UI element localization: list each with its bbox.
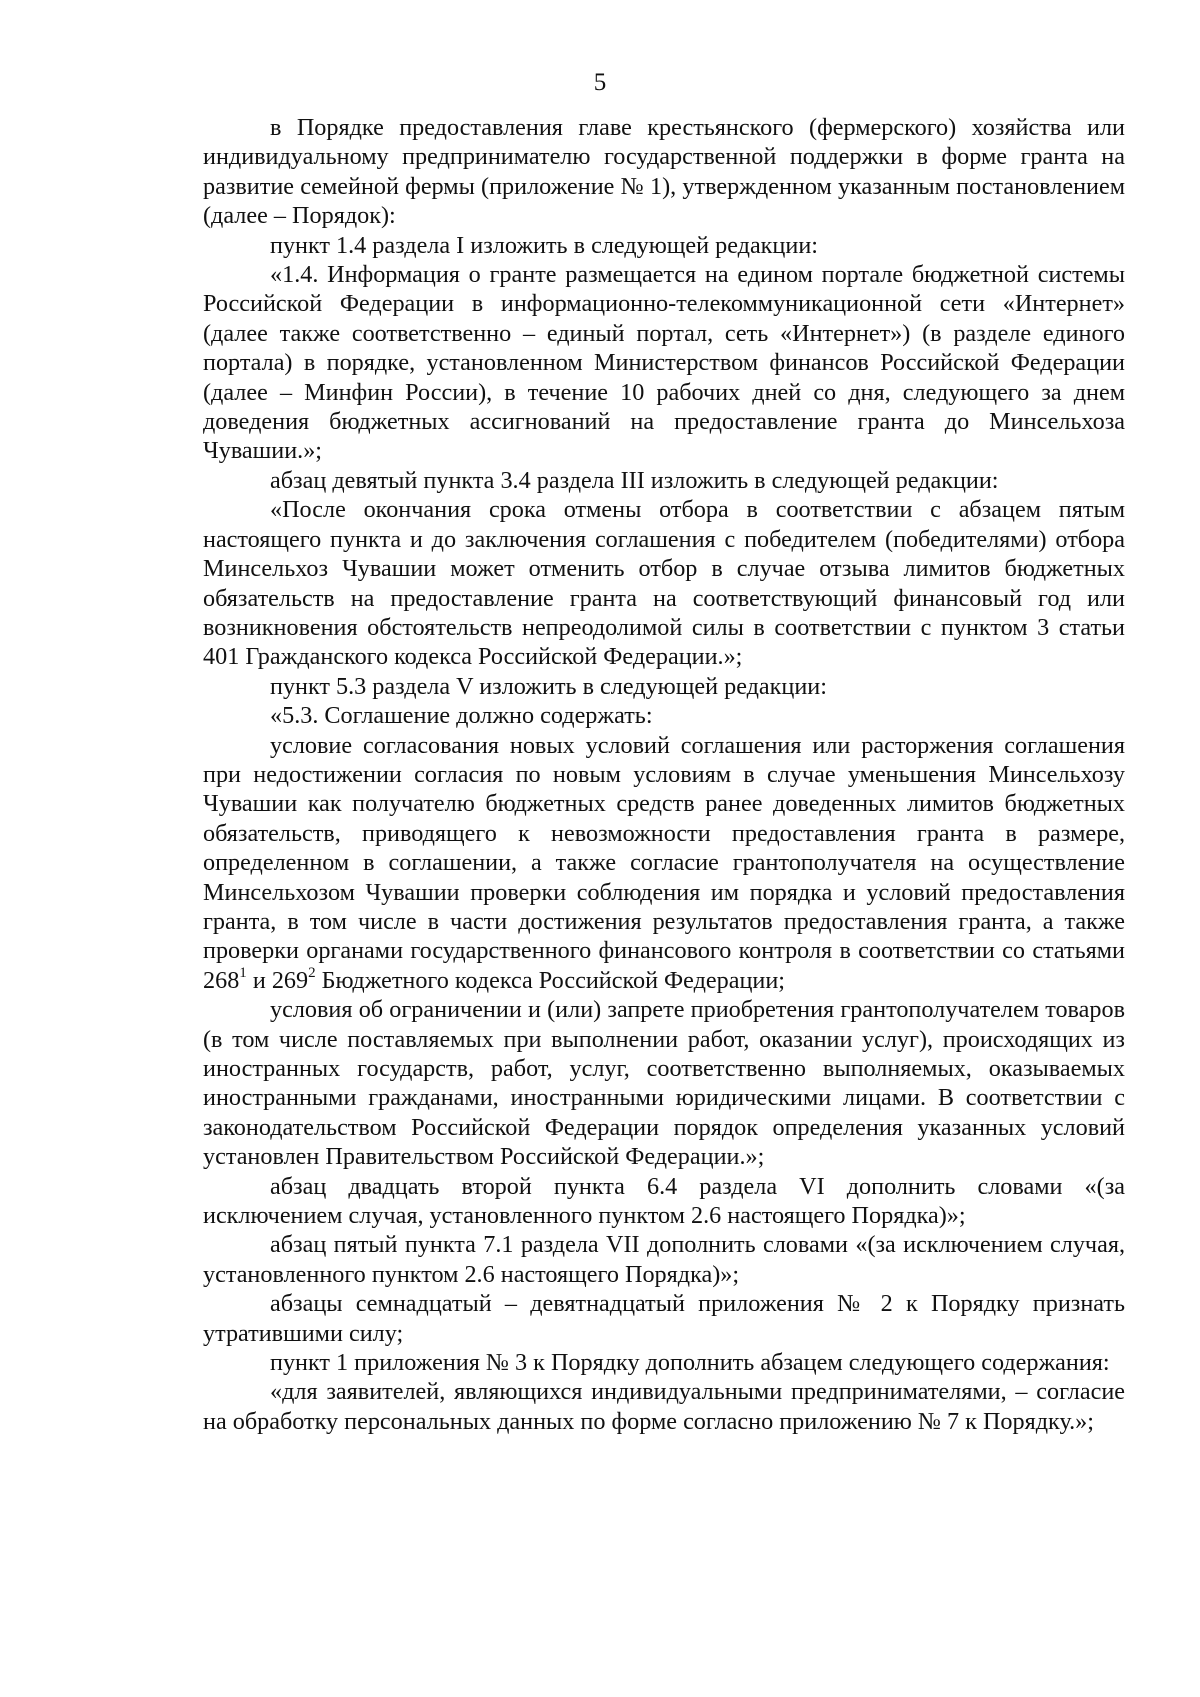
paragraph [203,260,1125,466]
paragraph-text: условия об ограничении и (или) запрете приобретения грантополучателем товаров (в том числе поставляемых при выполнении работ, оказании услуг), происходящих из иностранных государств, работ, услуг, соответственно выполняемых, оказываемых иностранными гражданами, иностранными юридическими лицами. В соответствии с законодательством Российской Федерации порядок определения указанных условий установлен Правительством Российской Федерации.»; [203,996,1125,1171]
paragraph [203,672,1125,701]
paragraph-text: абзац пятый пункта 7.1 раздела VII дополнить словами «(за исключением случая, установленного пунктом 2.6 настоящего Порядка)»; [203,1231,1125,1288]
paragraph [203,1377,1125,1436]
paragraph-text: в Порядке предоставления главе крестьянского (фермерского) хозяйства или индивидуальному предпринимателю государственной поддержки в форме гранта на развитие семейной фермы (приложение № 1), утвержденном указанным постановлением (далее – Порядок): [203,114,1125,230]
paragraph [203,1172,1125,1231]
paragraph-text: «для заявителей, являющихся индивидуальными предпринимателями, – согласие на обработку персональных данных по форме согласно приложению № 7 к Порядку.»; [203,1378,1125,1435]
paragraph [203,231,1125,260]
paragraph-text: «5.3. Соглашение должно содержать: [270,702,653,730]
paragraph-text: пункт 1 приложения № 3 к Порядку дополнить абзацем следующего содержания: [270,1349,1110,1377]
paragraph [203,701,1125,730]
paragraph [203,466,1125,495]
paragraph [203,731,1125,996]
paragraph-text: абзац девятый пункта 3.4 раздела III изложить в следующей редакции: [270,466,999,494]
superscript-wrapper [239,964,247,994]
paragraph [203,1348,1125,1377]
paragraph-text: и 269 [246,966,309,994]
paragraph [203,495,1125,671]
paragraph [203,1230,1125,1289]
paragraph [203,113,1125,231]
paragraph-text: условие согласования новых условий соглашения или расторжения соглашения при недостижении согласия по новым условиям в случае уменьшения Минсельхозу Чувашии как получателю бюджетных средств ранее доведенных лимитов бюджетных обязательств, приводящего к невозможности предоставления гранта в размере, определенном в соглашении, а также согласие грантополучателя на осуществление Минсельхозом Чувашии проверки соблюдения им порядка и условий предоставления гранта, в том числе в части достижения результатов предоставления гранта, а также проверки органами государственного финансового контроля в соответствии со статьями 268 [203,731,1125,994]
paragraph [203,1289,1125,1348]
paragraph-text: абзацы семнадцатый – девятнадцатый приложения № 2 к Порядку признать утратившими силу; [203,1290,1125,1347]
superscript-wrapper [308,964,316,994]
paragraph-text: «1.4. Информация о гранте размещается на едином портале бюджетной системы Российской Федерации в информационно-телекоммуникационной сети «Интернет» (далее также соответственно – единый портал, сеть «Интернет») (в разделе единого портала) в порядке, установленном Министерством финансов Российской Федерации (далее – Минфин России), в течение 10 рабочих дней со дня, следующего за днем доведения бюджетных ассигнований на предоставление гранта до Минсельхоза Чувашии.»; [203,261,1125,465]
paragraph-text: абзац двадцать второй пункта 6.4 раздела VI дополнить словами «(за исключением случая, установленного пунктом 2.6 настоящего Порядка)»; [203,1172,1125,1230]
paragraph-text: пункт 5.3 раздела V изложить в следующей редакции: [270,672,827,700]
page-number: 5 [593,69,607,96]
superscript-number: 1 [239,964,247,981]
superscript-number: 2 [308,964,316,981]
paragraph-text: пункт 1.4 раздела I изложить в следующей редакции: [270,231,818,259]
paragraph [203,995,1125,1171]
document-body [203,113,1125,1436]
paragraph-text: Бюджетного кодекса Российской Федерации; [315,966,786,994]
paragraph-text: «После окончания срока отмены отбора в соответствии с абзацем пятым настоящего пункта и до заключения соглашения с победителем (победителями) отбора Минсельхоз Чувашии может отменить отбор в случае отзыва лимитов бюджетных обязательств на предоставление гранта на соответствующий финансовый год или возникновения обстоятельств непреодолимой силы в соответствии с пунктом 3 статьи 401 Гражданского кодекса Российской Федерации.»; [203,496,1125,671]
